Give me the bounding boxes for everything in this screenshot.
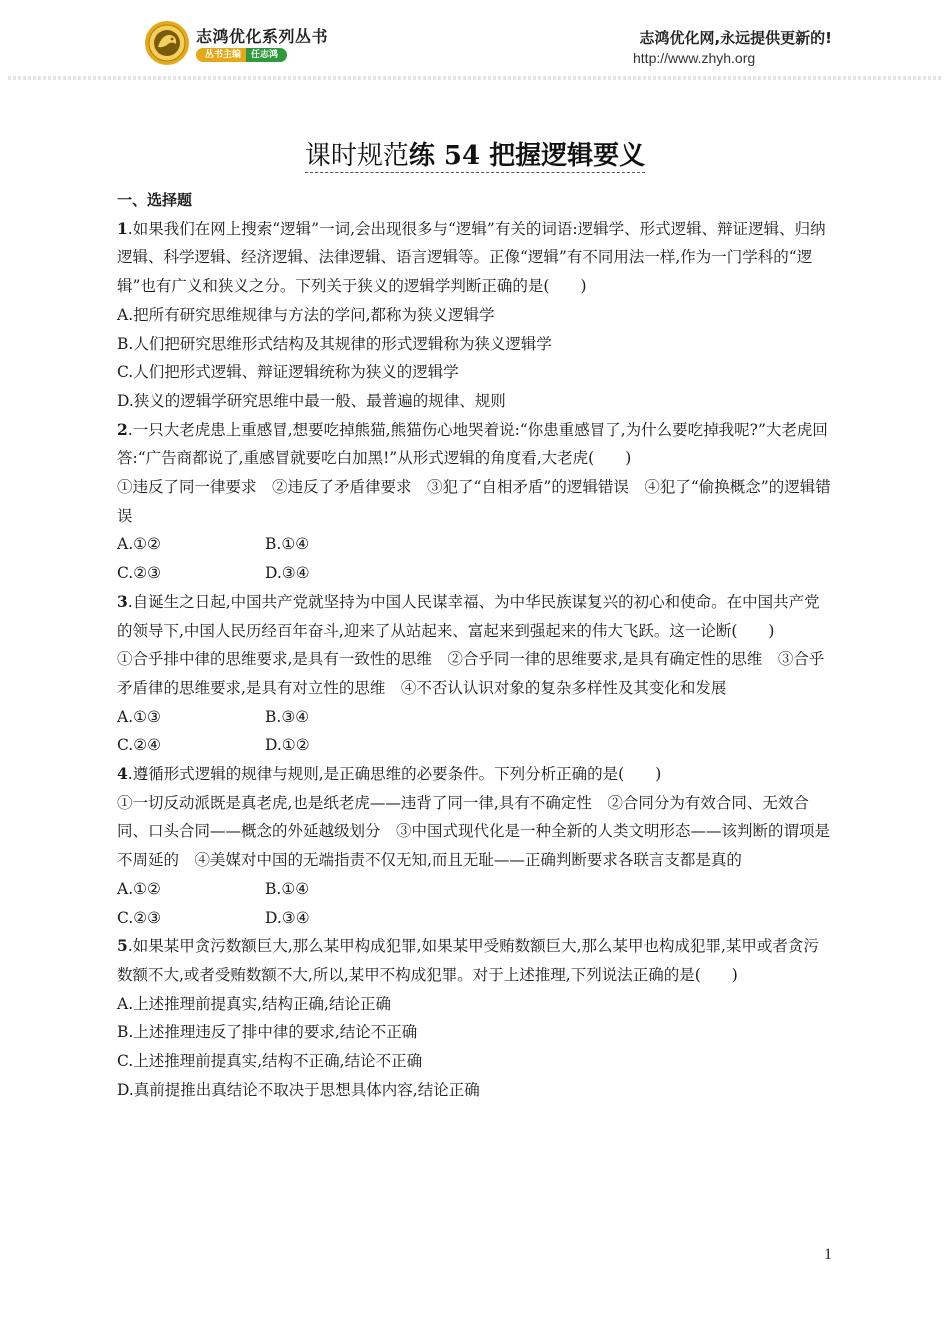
- site-slogan: 志鸿优化网,永远提供更新的!: [639, 29, 832, 47]
- choice-d: D.①②: [265, 736, 310, 755]
- option-a: A.上述推理前提真实,结构正确,结论正确: [117, 994, 391, 1013]
- page-title: [0, 138, 950, 174]
- option-c: C.上述推理前提真实,结构不正确,结论不正确: [117, 1052, 423, 1071]
- choice-a: A.①②: [117, 535, 161, 554]
- choice-row: [117, 875, 833, 904]
- choice-row: [117, 703, 833, 732]
- title-prefix: 课时规范: [304, 141, 409, 171]
- choice-row: [117, 904, 833, 933]
- question-content: [117, 186, 833, 1105]
- page-header: [0, 0, 950, 82]
- option-b: B.人们把研究思维形式结构及其规律的形式逻辑称为狭义逻辑学: [117, 334, 552, 353]
- page-number: 1: [824, 1246, 832, 1263]
- option-a: A.把所有研究思维规律与方法的学问,都称为狭义逻辑学: [117, 305, 495, 324]
- question-number: 5: [117, 936, 128, 956]
- option-b: B.上述推理违反了排中律的要求,结论不正确: [117, 1023, 418, 1042]
- question-number: 2: [117, 419, 128, 439]
- choice-d: D.③④: [265, 564, 310, 583]
- question-number: 3: [117, 591, 128, 611]
- editor-label: 丛书主编: [196, 48, 246, 62]
- series-title: 志鸿优化系列丛书: [196, 27, 329, 46]
- choice-c: C.②③: [117, 564, 162, 583]
- choice-a: A.①②: [117, 879, 161, 898]
- site-url[interactable]: http://www.zhyh.org: [633, 50, 756, 66]
- question-5: [117, 932, 833, 989]
- option-c: C.人们把形式逻辑、辩证逻辑统称为狭义的逻辑学: [117, 363, 459, 382]
- choice-c: C.②③: [117, 908, 162, 927]
- choice-row: [117, 530, 833, 559]
- title-main: 练 54 把握逻辑要义: [408, 141, 646, 171]
- header-divider: [8, 76, 942, 80]
- editor-name: 任志鸿: [246, 48, 287, 62]
- choice-a: A.①③: [117, 707, 161, 726]
- choice-d: D.③④: [265, 908, 310, 927]
- choice-b: B.①④: [265, 535, 310, 554]
- choice-b: B.③④: [265, 707, 310, 726]
- editor-badge: [196, 48, 287, 62]
- question-stem: .如果我们在网上搜索“逻辑”一词,会出现很多与“逻辑”有关的词语:逻辑学、形式逻辑、辩证逻辑、归纳逻辑、科学逻辑、经济逻辑、法律逻辑、语言逻辑等。正像“逻辑”有不同用法一样,作为一门学科的“逻辑”也有广义和狭义之分。下列关于狭义的逻辑学判断正确的是( ): [117, 219, 826, 296]
- question-1: [117, 215, 833, 301]
- question-4: [117, 760, 833, 789]
- option-d: D.真前提推出真结论不取决于思想具体内容,结论正确: [117, 1080, 480, 1099]
- choice-b: B.①④: [265, 879, 310, 898]
- question-items: ①违反了同一律要求 ②违反了矛盾律要求 ③犯了“自相矛盾”的逻辑错误 ④犯了“偷换概念”的逻辑错误: [117, 478, 831, 525]
- question-stem: .遵循形式逻辑的规律与规则,是正确思维的必要条件。下列分析正确的是( ): [127, 765, 662, 784]
- question-stem: .如果某甲贪污数额巨大,那么某甲构成犯罪,如果某甲受贿数额巨大,那么某甲也构成犯罪,某甲或者贪污数额不大,或者受贿数额不大,所以,某甲不构成犯罪。对于上述推理,下列说法正确的是( ): [117, 937, 819, 984]
- question-items: ①一切反动派既是真老虎,也是纸老虎——违背了同一律,具有不确定性 ②合同分为有效合同、无效合同、口头合同——概念的外延越级划分 ③中国式现代化是一种全新的人类文明形态——该判断的谓项是不周延的 ④美媒对中国的无端指责不仅无知,而且无耻——正确判断要求各联言支都是真的: [117, 793, 831, 870]
- question-number: 1: [117, 218, 128, 238]
- question-stem: .自诞生之日起,中国共产党就坚持为中国人民谋幸福、为中华民族谋复兴的初心和使命。在中国共产党的领导下,中国人民历经百年奋斗,迎来了从站起来、富起来到强起来的伟大飞跃。这一论断( ): [117, 592, 820, 640]
- publisher-logo-icon: [144, 20, 190, 66]
- question-number: 4: [117, 764, 128, 784]
- section-heading: 一、选择题: [117, 191, 193, 209]
- question-items: ①合乎排中律的思维要求,是具有一致性的思维 ②合乎同一律的思维要求,是具有确定性的思维 ③合乎矛盾律的思维要求,是具有对立性的思维 ④不否认认识对象的复杂多样性及其变化和发展: [117, 650, 825, 697]
- question-3: [117, 588, 833, 645]
- choice-row: [117, 731, 833, 760]
- choice-row: [117, 559, 833, 588]
- question-2: [117, 416, 833, 473]
- question-stem: .一只大老虎患上重感冒,想要吃掉熊猫,熊猫伤心地哭着说:“你患重感冒了,为什么要吃掉我呢?”大老虎回答:“广告商都说了,重感冒就要吃白加黑!”从形式逻辑的角度看,大老虎( ): [117, 420, 828, 468]
- choice-c: C.②④: [117, 736, 162, 755]
- option-d: D.狭义的逻辑学研究思维中最一般、最普遍的规律、规则: [117, 391, 506, 410]
